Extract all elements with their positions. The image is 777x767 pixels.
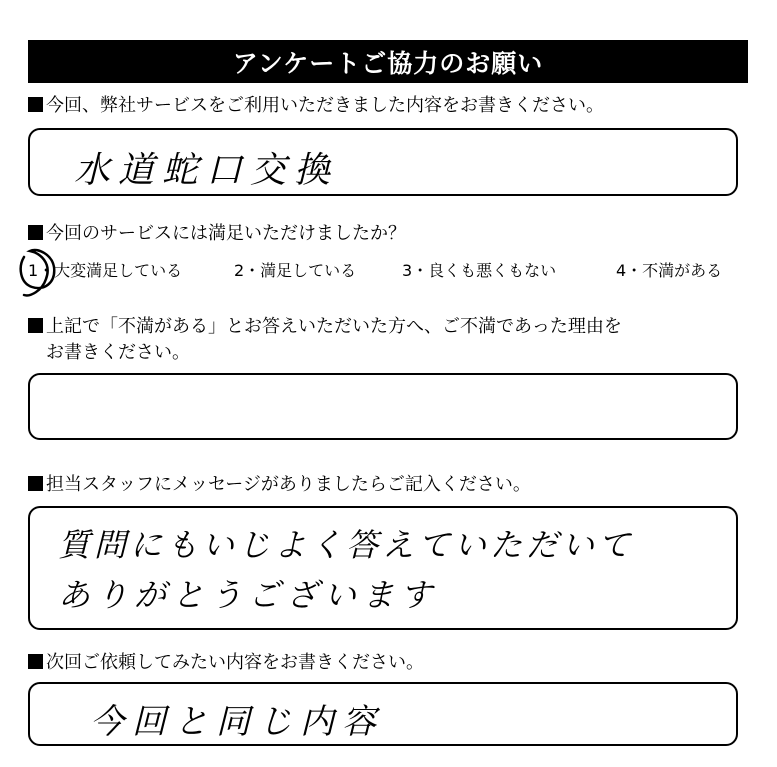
question-3-text-line1: 上記で「不満がある」とお答えいただいた方へ、ご不満であった理由を <box>46 316 622 337</box>
answer-1-handwriting: 水道蛇口交換 <box>74 150 339 191</box>
square-bullet-icon <box>28 225 43 240</box>
satisfaction-options <box>28 258 744 282</box>
option-1[interactable]: 1・大変満足している <box>28 261 183 280</box>
question-4 <box>28 472 531 497</box>
answer-box-5[interactable] <box>28 682 738 746</box>
question-4-text: 担当スタッフにメッセージがありましたらご記入ください。 <box>46 474 531 495</box>
question-5 <box>28 650 424 675</box>
question-1-text: 今回、弊社サービスをご利用いただきました内容をお書きください。 <box>46 95 604 116</box>
question-5-text: 次回ご依頼してみたい内容をお書きください。 <box>46 652 424 673</box>
answer-5-handwriting: 今回と同じ内容 <box>90 702 384 742</box>
question-2-text: 今回のサービスには満足いただけましたか？ <box>46 223 406 244</box>
answer-box-1[interactable] <box>28 128 738 196</box>
question-1 <box>28 93 604 118</box>
answer-box-4[interactable] <box>28 506 738 630</box>
answer-4-handwriting-line1: 質問にもいじよく答えていただいて <box>58 526 635 564</box>
survey-title: アンケートご協力のお願い <box>28 40 748 83</box>
answer-4-handwriting-line2: ありがとうございます <box>58 576 439 614</box>
option-2[interactable]: 2・満足している <box>234 261 357 280</box>
question-3 <box>28 314 622 366</box>
answer-box-3[interactable] <box>28 373 738 440</box>
option-3[interactable]: 3・良くも悪くもない <box>402 261 557 280</box>
square-bullet-icon <box>28 318 43 333</box>
question-3-text-line2: お書きください。 <box>46 342 190 363</box>
square-bullet-icon <box>28 654 43 669</box>
square-bullet-icon <box>28 476 43 491</box>
selection-circle-mark <box>16 243 60 299</box>
question-2 <box>28 221 406 246</box>
square-bullet-icon <box>28 97 43 112</box>
option-4[interactable]: 4・不満がある <box>616 261 723 280</box>
